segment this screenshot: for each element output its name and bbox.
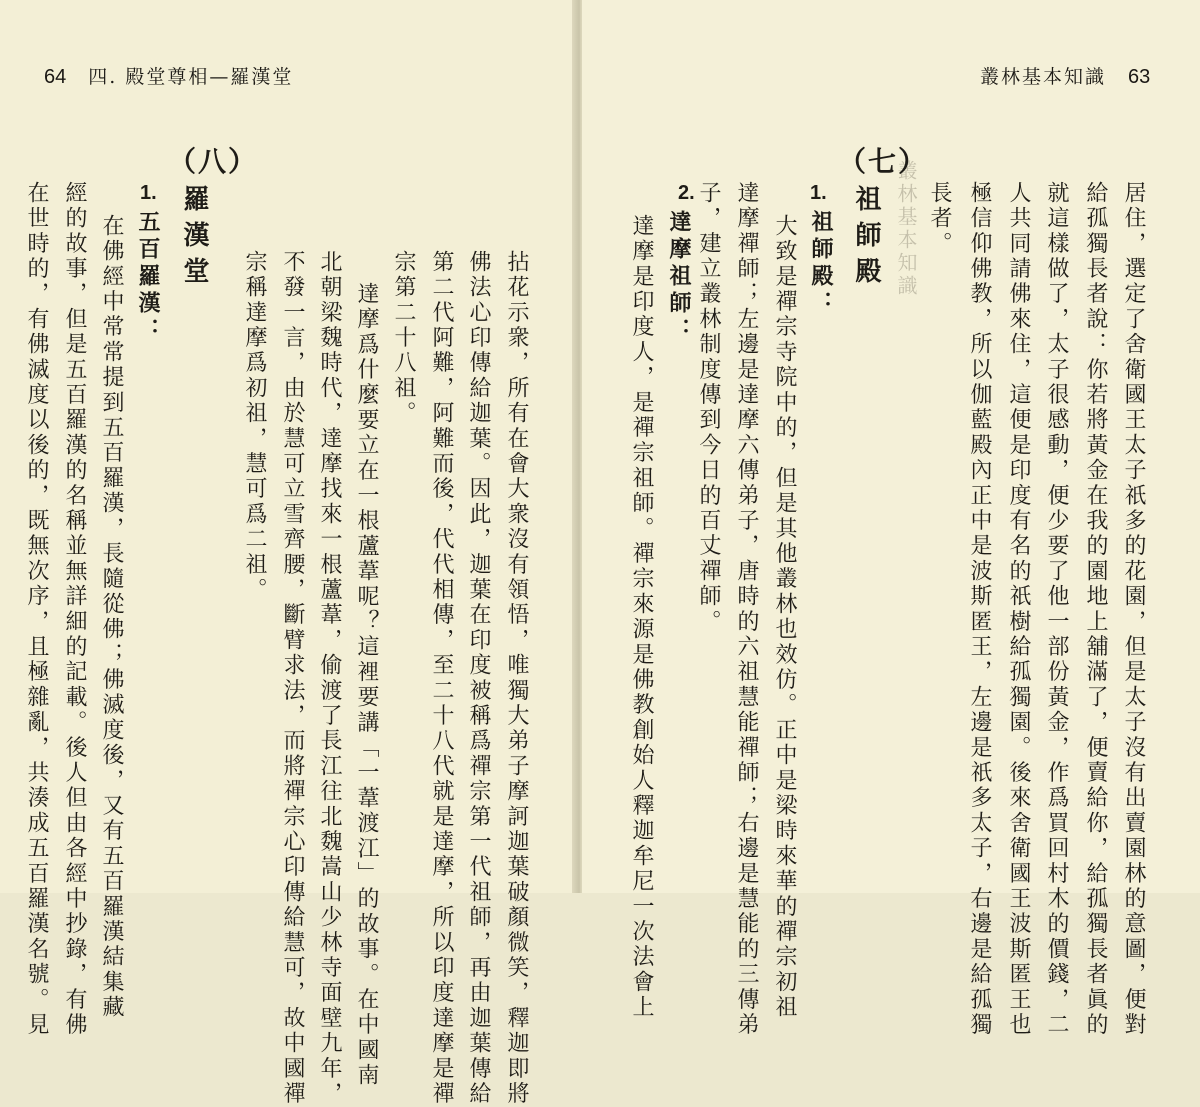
text-column: 在佛經中常常提到五百羅漢，長隨從佛；佛滅度後，又有五百羅漢結集藏 — [99, 214, 124, 1021]
left-page — [0, 0, 578, 1107]
text-column: 達摩爲什麼要立在一根蘆葦呢？這裡要講「一葦渡江」的故事。在中國南 — [354, 282, 379, 1089]
text-column: 就這樣做了，太子很感動，便少要了他一部份黃金，作爲買回村木的價錢，二 — [1044, 181, 1069, 1038]
right-page — [582, 0, 1200, 1038]
text-column: 達摩禪師；左邊是達摩六傳弟子，唐時的六祖慧能禪師；右邊是慧能的三傳弟 — [734, 181, 759, 1038]
left-running-head — [44, 62, 293, 89]
text-column: 北朝梁魏時代，達摩找來一根蘆葦，偷渡了長江往北魏嵩山少林寺面壁九年， — [317, 250, 342, 1107]
subsection-number: 1. — [140, 182, 157, 204]
text-column: 拈花示衆，所有在會大衆沒有領悟，唯獨大弟子摩訶迦葉破顏微笑，釋迦即將 — [504, 250, 529, 1107]
section-title: 祖師殿 — [851, 185, 881, 293]
right-page-number: 63 — [1128, 66, 1151, 88]
left-page-number: 64 — [44, 66, 67, 88]
left-running-title: 四. 殿堂尊相—羅漢堂 — [88, 66, 294, 88]
text-column: 長者。 — [927, 181, 952, 257]
text-column: 宗稱達摩爲初祖，慧可爲二祖。 — [242, 250, 267, 603]
text-column: 居住，選定了舍衛國王太子祇多的花園，但是太子沒有出賣園林的意圖，便對 — [1121, 181, 1146, 1038]
bleed-through-text: 叢林基本知識 — [894, 160, 918, 298]
text-column: 子，建立叢林制度傳到今日的百丈禪師。 — [696, 181, 721, 635]
section-title: 羅漢堂 — [179, 185, 209, 293]
text-column: 在世時的，有佛滅度以後的，既無次序，且極雜亂，共湊成五百羅漢名號。見 — [24, 181, 49, 1038]
text-column: 宗第二十八祖。 — [391, 250, 416, 427]
text-column: 第二代阿難，阿難而後，代代相傳，至二十八代就是達摩，所以印度達摩是禪 — [429, 250, 454, 1107]
right-running-head — [980, 62, 1150, 89]
subsection-title: 達摩祖師： — [666, 210, 692, 345]
text-column: 達摩是印度人，是禪宗祖師。禪宗來源是佛教創始人釋迦牟尼一次法會上 — [629, 214, 654, 1021]
subsection-number: 1. — [810, 182, 827, 204]
subsection-title: 祖師殿： — [808, 210, 834, 318]
text-column: 不發一言，由於慧可立雪齊腰，斷臂求法，而將禪宗心印傳給慧可，故中國禪 — [280, 250, 305, 1107]
text-column: 經的故事，但是五百羅漢的名稱並無詳細的記載。後人但由各經中抄錄，有佛 — [62, 181, 87, 1038]
text-column: 人共同請佛來住，這便是印度有名的祇樹給孤獨園。後來舍衛國王波斯匿王也 — [1006, 181, 1031, 1038]
subsection-number: 2. — [678, 182, 695, 204]
text-column: 佛法心印傳給迦葉。因此，迦葉在印度被稱爲禪宗第一代祖師，再由迦葉傳給 — [466, 250, 491, 1107]
text-column: 給孤獨長者說：你若將黃金在我的園地上舖滿了，便賣給你，給孤獨長者眞的 — [1083, 181, 1108, 1038]
right-running-title: 叢林基本知識 — [980, 66, 1107, 88]
text-column: 極信仰佛教，所以伽藍殿內正中是波斯匿王，左邊是祇多太子，右邊是給孤獨 — [967, 181, 992, 1038]
subsection-title: 五百羅漢： — [135, 210, 161, 345]
section-label: （七） — [838, 145, 929, 178]
text-column: 大致是禪宗寺院中的，但是其他叢林也效仿。正中是梁時來華的禪宗初祖 — [772, 214, 797, 1021]
section-label: （八） — [168, 145, 259, 178]
